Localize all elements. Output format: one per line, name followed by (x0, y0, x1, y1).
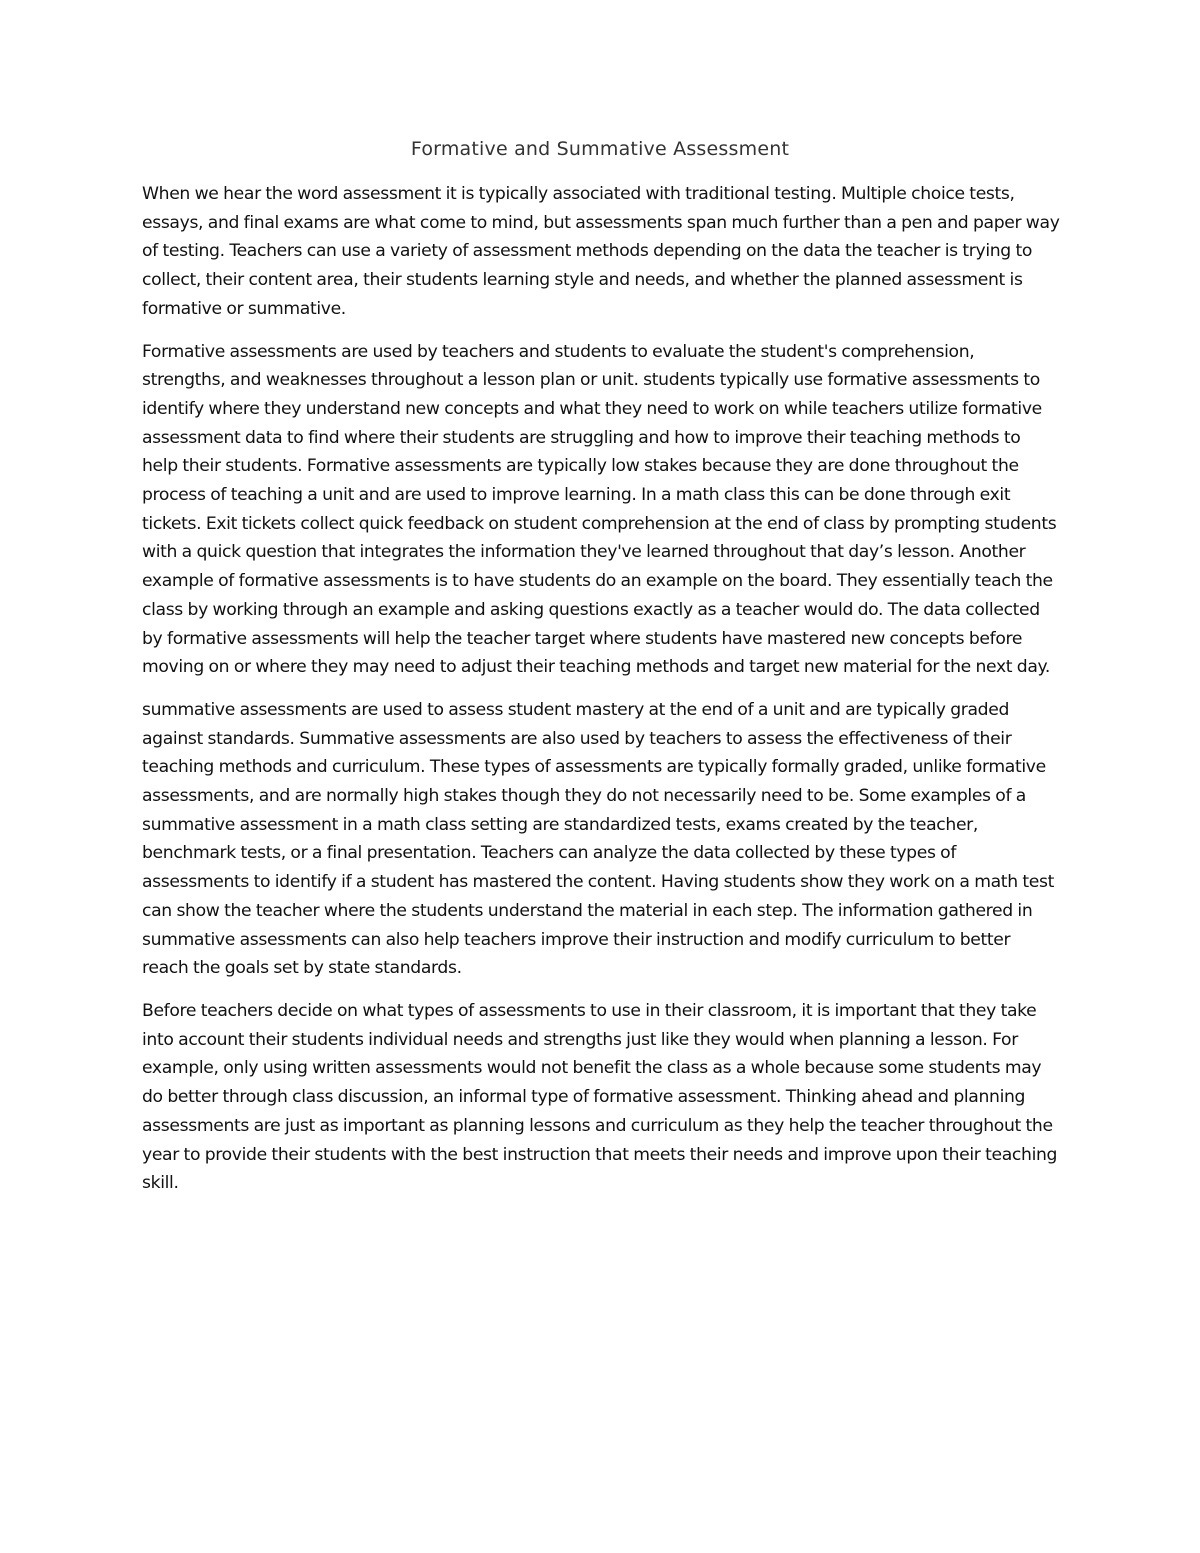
paragraph-conclusion: Before teachers decide on what types of assessments to use in their classroom, it is important that they take into account their students individual needs and strengths just like they would when planning a lesson. For example, only using written assessments would not benefit the class as a whole because some students may do better through class discussion, an informal type of formative assessment. Thinking ahead and planning assessments are just as important as planning lessons and curriculum as they help the teacher throughout the year to provide their students with the best instruction that meets their needs and improve upon their teaching skill. (142, 1000, 1058, 1194)
document-title: Formative and Summative Assessment (410, 138, 790, 160)
paragraph-summative: summative assessments are used to assess student mastery at the end of a unit and are typically graded against standards. Summative assessments are also used by teachers to assess the effectiveness of their teaching methods and curriculum. These types of assessments are typically formally graded, unlike formative assessments, and are normally high stakes though they do not necessarily need to be. Some examples of a summative assessment in a math class setting are standardized tests, exams created by the teacher, benchmark tests, or a final presentation. Teachers can analyze the data collected by these types of assessments to identify if a student has mastered the content. Having students show they work on a math test can show the teacher where the students understand the material in each step. The information gathered in summative assessments can also help teachers improve their instruction and modify curriculum to better reach the goals set by state standards. (142, 699, 1054, 979)
paragraph-intro: When we hear the word assessment it is typically associated with traditional testing. Multiple choice tests, essays, and final exams are what come to mind, but assessments span much further than a pen and paper way of testing. Teachers can use a variety of assessment methods depending on the data the teacher is trying to collect, their content area, their students learning style and needs, and whether the planned assessment is formative or summative. (142, 184, 1060, 319)
document-body (142, 180, 1060, 1212)
paragraph-formative: Formative assessments are used by teachers and students to evaluate the student's comprehension, strengths, and weaknesses throughout a lesson plan or unit. students typically use formative assessments to identify where they understand new concepts and what they need to work on while teachers utilize formative assessment data to find where their students are struggling and how to improve their teaching methods to help their students. Formative assessments are typically low stakes because they are done throughout the process of teaching a unit and are used to improve learning. In a math class this can be done through exit tickets. Exit tickets collect quick feedback on student comprehension at the end of class by prompting students with a quick question that integrates the information they've learned throughout that day’s lesson. Another example of formative assessments is to have students do an example on the board. They essentially teach the class by working through an example and asking questions exactly as a teacher would do. The data collected by formative assessments will help the teacher target where students have mastered new concepts before moving on or where they may need to adjust their teaching methods and target new material for the next day. (142, 341, 1057, 678)
